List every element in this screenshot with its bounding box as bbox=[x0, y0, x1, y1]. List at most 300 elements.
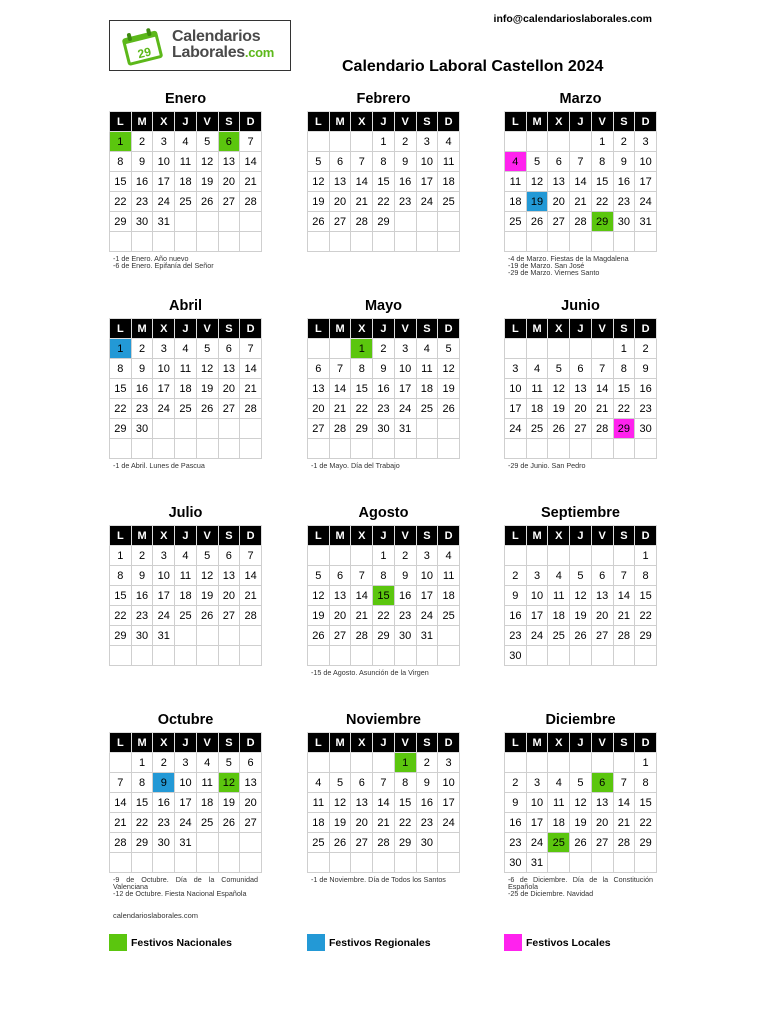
day-cell: 2 bbox=[505, 566, 527, 586]
day-cell: 24 bbox=[505, 419, 527, 439]
week-row bbox=[505, 626, 657, 646]
empty-day-cell bbox=[635, 853, 657, 873]
day-cell: 1 bbox=[635, 753, 657, 773]
day-cell: 4 bbox=[438, 546, 460, 566]
logo-text-line1: Calendarios bbox=[172, 28, 261, 45]
day-cell: 19 bbox=[218, 793, 240, 813]
empty-day-cell bbox=[308, 232, 330, 252]
day-cell: 24 bbox=[153, 192, 175, 212]
day-cell: 1 bbox=[635, 546, 657, 566]
day-cell: 5 bbox=[526, 152, 548, 172]
day-cell: 23 bbox=[635, 399, 657, 419]
empty-day-cell bbox=[635, 646, 657, 666]
day-cell: 1 bbox=[591, 132, 613, 152]
day-cell: 12 bbox=[308, 172, 330, 192]
weekday-header: D bbox=[635, 112, 657, 132]
holiday-note: -29 de Junio. San Pedro bbox=[508, 461, 586, 470]
empty-day-cell bbox=[548, 753, 570, 773]
day-cell: 11 bbox=[438, 152, 460, 172]
month-abril bbox=[109, 296, 262, 469]
empty-day-cell bbox=[351, 753, 373, 773]
contact-email-link[interactable]: info@calendarioslaborales.com bbox=[493, 13, 652, 25]
day-cell: 11 bbox=[548, 793, 570, 813]
day-cell: 4 bbox=[416, 339, 438, 359]
weekday-header: X bbox=[351, 319, 373, 339]
day-cell: 26 bbox=[308, 212, 330, 232]
holiday-day-cell: 29 bbox=[591, 212, 613, 232]
empty-day-cell bbox=[196, 853, 218, 873]
week-row bbox=[308, 399, 460, 419]
day-cell: 25 bbox=[526, 419, 548, 439]
day-cell: 21 bbox=[351, 192, 373, 212]
weekday-header: V bbox=[196, 112, 218, 132]
empty-day-cell bbox=[351, 853, 373, 873]
day-cell: 28 bbox=[613, 626, 635, 646]
week-row bbox=[308, 212, 460, 232]
day-cell: 20 bbox=[570, 399, 592, 419]
day-cell: 13 bbox=[308, 379, 330, 399]
week-row bbox=[308, 793, 460, 813]
day-cell: 26 bbox=[570, 626, 592, 646]
day-cell: 19 bbox=[196, 586, 218, 606]
day-cell: 30 bbox=[394, 626, 416, 646]
day-cell: 1 bbox=[373, 132, 395, 152]
day-cell: 13 bbox=[591, 586, 613, 606]
day-cell: 31 bbox=[153, 626, 175, 646]
day-cell: 23 bbox=[131, 192, 153, 212]
weekday-header: M bbox=[131, 319, 153, 339]
day-cell: 8 bbox=[131, 773, 153, 793]
empty-day-cell bbox=[438, 232, 460, 252]
day-cell: 3 bbox=[526, 773, 548, 793]
holiday-notes bbox=[109, 462, 262, 469]
month-julio bbox=[109, 503, 262, 669]
day-cell: 2 bbox=[635, 339, 657, 359]
week-row bbox=[308, 606, 460, 626]
day-cell: 19 bbox=[308, 192, 330, 212]
empty-day-cell bbox=[505, 132, 527, 152]
empty-day-cell bbox=[218, 833, 240, 853]
site-url-link[interactable]: calendarioslaborales.com bbox=[113, 911, 199, 920]
day-cell: 19 bbox=[329, 813, 351, 833]
empty-day-cell bbox=[351, 439, 373, 459]
weekday-header: L bbox=[110, 526, 132, 546]
day-cell: 8 bbox=[635, 773, 657, 793]
day-cell: 2 bbox=[131, 546, 153, 566]
day-cell: 27 bbox=[591, 626, 613, 646]
day-cell: 5 bbox=[308, 566, 330, 586]
empty-day-cell bbox=[329, 132, 351, 152]
month-name: Abril bbox=[168, 298, 203, 314]
day-cell: 24 bbox=[394, 399, 416, 419]
month-name: Noviembre bbox=[346, 712, 421, 728]
week-row bbox=[110, 646, 262, 666]
empty-day-cell bbox=[308, 339, 330, 359]
day-cell: 21 bbox=[240, 379, 262, 399]
day-cell: 8 bbox=[373, 152, 395, 172]
holiday-note: -6 de Enero. Epifanía del Señor bbox=[113, 261, 214, 270]
holiday-notes bbox=[307, 669, 460, 676]
day-cell: 29 bbox=[351, 419, 373, 439]
day-cell: 30 bbox=[505, 646, 527, 666]
empty-day-cell bbox=[131, 439, 153, 459]
day-cell: 21 bbox=[240, 172, 262, 192]
day-cell: 5 bbox=[548, 359, 570, 379]
weekday-header: S bbox=[218, 319, 240, 339]
day-cell: 29 bbox=[373, 626, 395, 646]
weekday-header: D bbox=[635, 733, 657, 753]
day-cell: 18 bbox=[438, 172, 460, 192]
holiday-day-cell: 6 bbox=[591, 773, 613, 793]
holiday-note: -1 de Noviembre. Día de Todos los Santos bbox=[311, 875, 446, 884]
weekday-header: X bbox=[548, 733, 570, 753]
day-cell: 11 bbox=[526, 379, 548, 399]
weekday-header: M bbox=[526, 526, 548, 546]
day-cell: 23 bbox=[131, 399, 153, 419]
day-cell: 18 bbox=[526, 399, 548, 419]
empty-day-cell bbox=[351, 546, 373, 566]
day-cell: 27 bbox=[329, 212, 351, 232]
empty-day-cell bbox=[153, 419, 175, 439]
day-cell: 27 bbox=[240, 813, 262, 833]
day-cell: 4 bbox=[308, 773, 330, 793]
holiday-note: -1 de Abril. Lunes de Pascua bbox=[113, 461, 205, 470]
day-cell: 3 bbox=[438, 753, 460, 773]
day-cell: 11 bbox=[416, 359, 438, 379]
day-cell: 10 bbox=[153, 359, 175, 379]
day-cell: 3 bbox=[153, 339, 175, 359]
day-cell: 2 bbox=[416, 753, 438, 773]
empty-day-cell bbox=[153, 853, 175, 873]
day-cell: 6 bbox=[308, 359, 330, 379]
day-cell: 30 bbox=[505, 853, 527, 873]
day-cell: 7 bbox=[570, 152, 592, 172]
month-septiembre bbox=[504, 503, 657, 669]
day-cell: 14 bbox=[373, 793, 395, 813]
weekday-header: D bbox=[438, 319, 460, 339]
day-cell: 13 bbox=[240, 773, 262, 793]
week-row bbox=[110, 419, 262, 439]
day-cell: 10 bbox=[526, 586, 548, 606]
week-row bbox=[505, 606, 657, 626]
week-row bbox=[505, 813, 657, 833]
week-row bbox=[505, 192, 657, 212]
day-cell: 23 bbox=[416, 813, 438, 833]
week-row bbox=[308, 546, 460, 566]
day-cell: 16 bbox=[635, 379, 657, 399]
week-row bbox=[110, 172, 262, 192]
holiday-notes bbox=[504, 255, 657, 276]
empty-day-cell bbox=[416, 212, 438, 232]
day-cell: 18 bbox=[548, 813, 570, 833]
day-cell: 20 bbox=[591, 606, 613, 626]
day-cell: 16 bbox=[131, 379, 153, 399]
day-cell: 2 bbox=[131, 132, 153, 152]
day-cell: 17 bbox=[153, 172, 175, 192]
empty-day-cell bbox=[526, 546, 548, 566]
day-cell: 30 bbox=[635, 419, 657, 439]
weekday-header: X bbox=[351, 526, 373, 546]
empty-day-cell bbox=[570, 132, 592, 152]
day-cell: 10 bbox=[394, 359, 416, 379]
day-cell: 22 bbox=[394, 813, 416, 833]
day-cell: 10 bbox=[153, 152, 175, 172]
day-cell: 10 bbox=[438, 773, 460, 793]
empty-day-cell bbox=[548, 853, 570, 873]
day-cell: 23 bbox=[394, 606, 416, 626]
empty-day-cell bbox=[394, 212, 416, 232]
day-cell: 9 bbox=[131, 566, 153, 586]
week-row bbox=[110, 546, 262, 566]
week-row bbox=[110, 773, 262, 793]
week-row bbox=[110, 793, 262, 813]
holiday-day-cell: 4 bbox=[505, 152, 527, 172]
weekday-header: J bbox=[175, 526, 197, 546]
empty-day-cell bbox=[131, 232, 153, 252]
day-cell: 28 bbox=[240, 399, 262, 419]
day-cell: 1 bbox=[110, 546, 132, 566]
empty-day-cell bbox=[438, 419, 460, 439]
week-row bbox=[110, 359, 262, 379]
day-cell: 18 bbox=[548, 606, 570, 626]
month-grid bbox=[109, 318, 262, 459]
day-cell: 21 bbox=[240, 586, 262, 606]
weekday-header: J bbox=[570, 112, 592, 132]
weekday-header: J bbox=[175, 112, 197, 132]
week-row bbox=[505, 399, 657, 419]
day-cell: 19 bbox=[196, 172, 218, 192]
weekday-header: X bbox=[548, 526, 570, 546]
month-diciembre bbox=[504, 710, 657, 897]
day-cell: 16 bbox=[394, 586, 416, 606]
site-logo[interactable] bbox=[109, 20, 291, 71]
empty-day-cell bbox=[373, 853, 395, 873]
holiday-notes bbox=[307, 876, 460, 883]
week-row bbox=[308, 853, 460, 873]
empty-day-cell bbox=[175, 419, 197, 439]
day-cell: 22 bbox=[131, 813, 153, 833]
day-cell: 6 bbox=[329, 152, 351, 172]
week-row bbox=[505, 359, 657, 379]
day-cell: 9 bbox=[131, 152, 153, 172]
day-cell: 2 bbox=[613, 132, 635, 152]
weekday-header: X bbox=[153, 526, 175, 546]
holiday-notes bbox=[504, 876, 657, 897]
day-cell: 20 bbox=[591, 813, 613, 833]
empty-day-cell bbox=[308, 546, 330, 566]
week-row bbox=[308, 379, 460, 399]
weekday-header: L bbox=[505, 319, 527, 339]
day-cell: 15 bbox=[635, 793, 657, 813]
day-cell: 26 bbox=[438, 399, 460, 419]
day-cell: 24 bbox=[526, 833, 548, 853]
empty-day-cell bbox=[394, 439, 416, 459]
day-cell: 14 bbox=[110, 793, 132, 813]
day-cell: 24 bbox=[416, 606, 438, 626]
day-cell: 18 bbox=[196, 793, 218, 813]
day-cell: 26 bbox=[196, 192, 218, 212]
day-cell: 30 bbox=[373, 419, 395, 439]
holiday-note: -25 de Diciembre. Navidad bbox=[508, 889, 594, 898]
empty-day-cell bbox=[308, 753, 330, 773]
empty-day-cell bbox=[570, 646, 592, 666]
day-cell: 28 bbox=[570, 212, 592, 232]
day-cell: 5 bbox=[218, 753, 240, 773]
day-cell: 24 bbox=[153, 606, 175, 626]
weekday-header: M bbox=[329, 526, 351, 546]
day-cell: 28 bbox=[613, 833, 635, 853]
empty-day-cell bbox=[416, 419, 438, 439]
empty-day-cell bbox=[394, 232, 416, 252]
empty-day-cell bbox=[613, 232, 635, 252]
day-cell: 27 bbox=[329, 626, 351, 646]
day-cell: 23 bbox=[394, 192, 416, 212]
month-grid bbox=[504, 318, 657, 459]
month-febrero bbox=[307, 89, 460, 255]
empty-day-cell bbox=[438, 853, 460, 873]
month-agosto bbox=[307, 503, 460, 676]
day-cell: 22 bbox=[635, 813, 657, 833]
weekday-header: D bbox=[438, 733, 460, 753]
empty-day-cell bbox=[175, 626, 197, 646]
day-cell: 30 bbox=[613, 212, 635, 232]
day-cell: 12 bbox=[526, 172, 548, 192]
day-cell: 5 bbox=[570, 773, 592, 793]
week-row bbox=[505, 753, 657, 773]
week-row bbox=[110, 586, 262, 606]
day-cell: 8 bbox=[635, 566, 657, 586]
day-cell: 9 bbox=[394, 566, 416, 586]
empty-day-cell bbox=[613, 439, 635, 459]
day-cell: 23 bbox=[153, 813, 175, 833]
day-cell: 14 bbox=[240, 152, 262, 172]
empty-day-cell bbox=[548, 232, 570, 252]
day-cell: 11 bbox=[548, 586, 570, 606]
weekday-header: L bbox=[110, 319, 132, 339]
empty-day-cell bbox=[175, 439, 197, 459]
day-cell: 26 bbox=[548, 419, 570, 439]
day-cell: 18 bbox=[416, 379, 438, 399]
week-row bbox=[505, 172, 657, 192]
week-row bbox=[308, 419, 460, 439]
day-cell: 2 bbox=[394, 132, 416, 152]
day-cell: 17 bbox=[526, 813, 548, 833]
day-cell: 6 bbox=[218, 339, 240, 359]
holiday-day-cell: 9 bbox=[153, 773, 175, 793]
weekday-header: S bbox=[218, 112, 240, 132]
day-cell: 13 bbox=[351, 793, 373, 813]
weekday-header: S bbox=[613, 112, 635, 132]
empty-day-cell bbox=[110, 439, 132, 459]
day-cell: 6 bbox=[240, 753, 262, 773]
month-noviembre bbox=[307, 710, 460, 883]
empty-day-cell bbox=[526, 753, 548, 773]
day-cell: 19 bbox=[570, 606, 592, 626]
empty-day-cell bbox=[438, 439, 460, 459]
day-cell: 15 bbox=[591, 172, 613, 192]
day-cell: 15 bbox=[131, 793, 153, 813]
empty-day-cell bbox=[570, 339, 592, 359]
day-cell: 14 bbox=[351, 586, 373, 606]
empty-day-cell bbox=[438, 212, 460, 232]
day-cell: 14 bbox=[240, 359, 262, 379]
day-cell: 18 bbox=[438, 586, 460, 606]
empty-day-cell bbox=[240, 833, 262, 853]
day-cell: 2 bbox=[505, 773, 527, 793]
month-name: Marzo bbox=[559, 91, 602, 107]
day-cell: 9 bbox=[613, 152, 635, 172]
day-cell: 10 bbox=[416, 566, 438, 586]
day-cell: 13 bbox=[218, 566, 240, 586]
weekday-header: J bbox=[373, 526, 395, 546]
day-cell: 17 bbox=[416, 586, 438, 606]
day-cell: 18 bbox=[175, 379, 197, 399]
empty-day-cell bbox=[548, 646, 570, 666]
week-row bbox=[110, 853, 262, 873]
legend-item-regional bbox=[307, 934, 431, 951]
empty-day-cell bbox=[308, 132, 330, 152]
day-cell: 24 bbox=[635, 192, 657, 212]
day-cell: 15 bbox=[110, 586, 132, 606]
day-cell: 10 bbox=[416, 152, 438, 172]
weekday-header: X bbox=[351, 733, 373, 753]
week-row bbox=[110, 566, 262, 586]
weekday-header: M bbox=[526, 319, 548, 339]
empty-day-cell bbox=[329, 753, 351, 773]
day-cell: 12 bbox=[196, 152, 218, 172]
week-row bbox=[308, 833, 460, 853]
week-row bbox=[505, 439, 657, 459]
empty-day-cell bbox=[175, 212, 197, 232]
day-cell: 28 bbox=[591, 419, 613, 439]
day-cell: 8 bbox=[373, 566, 395, 586]
empty-day-cell bbox=[240, 626, 262, 646]
day-cell: 18 bbox=[308, 813, 330, 833]
weekday-header: M bbox=[329, 733, 351, 753]
empty-day-cell bbox=[240, 419, 262, 439]
holiday-day-cell: 1 bbox=[351, 339, 373, 359]
day-cell: 8 bbox=[351, 359, 373, 379]
logo-text-line2: Laborales.com bbox=[172, 44, 275, 61]
empty-day-cell bbox=[153, 232, 175, 252]
empty-day-cell bbox=[196, 646, 218, 666]
empty-day-cell bbox=[570, 439, 592, 459]
day-cell: 5 bbox=[196, 339, 218, 359]
empty-day-cell bbox=[240, 439, 262, 459]
empty-day-cell bbox=[591, 232, 613, 252]
weekday-header: L bbox=[308, 112, 330, 132]
day-cell: 25 bbox=[505, 212, 527, 232]
day-cell: 23 bbox=[613, 192, 635, 212]
day-cell: 28 bbox=[110, 833, 132, 853]
day-cell: 17 bbox=[153, 379, 175, 399]
weekday-header: D bbox=[240, 112, 262, 132]
empty-day-cell bbox=[438, 646, 460, 666]
legend-label-local: Festivos Locales bbox=[526, 936, 611, 949]
day-cell: 14 bbox=[613, 586, 635, 606]
day-cell: 27 bbox=[570, 419, 592, 439]
day-cell: 31 bbox=[153, 212, 175, 232]
weekday-header: X bbox=[153, 733, 175, 753]
svg-text:29: 29 bbox=[136, 44, 153, 62]
empty-day-cell bbox=[591, 439, 613, 459]
empty-day-cell bbox=[373, 753, 395, 773]
day-cell: 7 bbox=[591, 359, 613, 379]
legend-item-nacional bbox=[109, 934, 232, 951]
month-grid bbox=[504, 525, 657, 666]
month-name: Octubre bbox=[157, 712, 214, 728]
day-cell: 26 bbox=[218, 813, 240, 833]
